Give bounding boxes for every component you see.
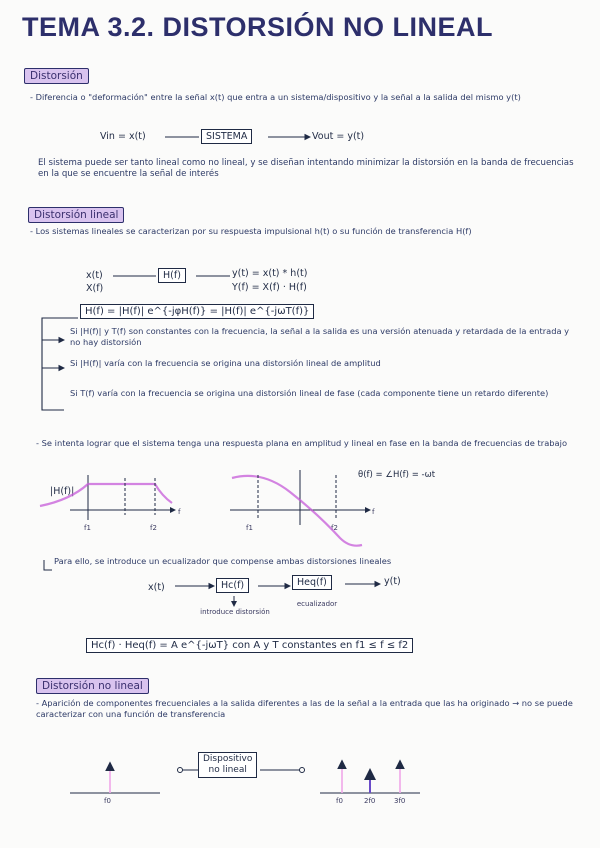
graph1-xlabel: f bbox=[178, 508, 181, 516]
output-f0: f0 bbox=[336, 797, 343, 805]
bullet-bracket bbox=[42, 318, 78, 410]
heading-distorsion: Distorsión bbox=[24, 68, 89, 84]
device-line2: no lineal bbox=[208, 765, 247, 775]
flat-response-note: - Se intenta lograr que el sistema tenga una respuesta plana en amplitud y lineal en fase en la banda de frecuencias de trabajo bbox=[36, 438, 568, 448]
graph1-ylabel: |H(f)| bbox=[50, 486, 75, 497]
bullet-no-distortion: Si |H(f)| y T(f) son constantes con la frecuencia, la señal a la salida es una versión atenuada y retardada de la entrada y no hay distorsión bbox=[70, 326, 570, 347]
device-line1: Dispositivo bbox=[203, 754, 253, 764]
phase-equation: θ(f) = ∠H(f) = -ωt bbox=[358, 470, 436, 480]
introduce-distortion-label: introduce distorsión bbox=[200, 608, 270, 616]
heq-box: Heq(f) bbox=[292, 575, 332, 590]
chain-output: y(t) bbox=[384, 576, 401, 587]
output-freq-label: Y(f) = X(f) · H(f) bbox=[232, 282, 307, 293]
chain-input: x(t) bbox=[148, 582, 165, 593]
output-time-label: y(t) = x(t) * h(t) bbox=[232, 268, 308, 279]
input-time-label: x(t) bbox=[86, 270, 103, 281]
input-freq-label: X(f) bbox=[86, 283, 104, 294]
hc-box: Hc(f) bbox=[216, 578, 249, 593]
device-out-node bbox=[300, 768, 305, 773]
nonlinear-definition: - Aparición de componentes frecuenciales a la salida diferentes a las de la señal a la entrada que las ha originado → no se puede caracterizar con una función de transferencia bbox=[36, 698, 573, 719]
graph1-f2: f2 bbox=[150, 524, 157, 532]
input-f0: f0 bbox=[104, 797, 111, 805]
hf-formula-box: H(f) = |H(f)| e^{-jφH(f)} = |H(f)| e^{-jωT(f)} bbox=[80, 304, 314, 319]
graph1-f1: f1 bbox=[84, 524, 91, 532]
equalizer-label: ecualizador bbox=[296, 600, 338, 608]
heading-distorsion-lineal: Distorsión lineal bbox=[28, 207, 124, 223]
vin-label: Vin = x(t) bbox=[100, 131, 146, 142]
device-in-node bbox=[178, 768, 183, 773]
graph2-f1: f1 bbox=[246, 524, 253, 532]
system-note: El sistema puede ser tanto lineal como no lineal, y se diseñan intentando minimizar la distorsión en la banda de frecuencias en la que se encuentre la señal de interés bbox=[38, 158, 574, 179]
vout-label: Vout = y(t) bbox=[312, 131, 365, 142]
graph2-curve bbox=[232, 476, 362, 546]
equalizer-note: Para ello, se introduce un ecualizador que compense ambas distorsiones lineales bbox=[54, 556, 392, 566]
page-title: TEMA 3.2. DISTORSIÓN NO LINEAL bbox=[22, 12, 494, 42]
bullet-amplitude-distortion: Si |H(f)| varía con la frecuencia se origina una distorsión lineal de amplitud bbox=[70, 358, 381, 368]
heading-distorsion-no-lineal: Distorsión no lineal bbox=[36, 678, 149, 694]
graph2-xlabel: f bbox=[372, 508, 375, 516]
hf-box: H(f) bbox=[158, 268, 186, 283]
graph1-curve bbox=[40, 484, 172, 506]
equalizer-hook bbox=[44, 560, 52, 570]
bullet-phase-distortion: Si T(f) varía con la frecuencia se origina una distorsión lineal de fase (cada componente tiene un retardo diferente) bbox=[70, 388, 549, 398]
distorsion-definition: - Diferencia o "deformación" entre la señal x(t) que entra a un sistema/dispositivo y la señal a la salida del mismo y(t) bbox=[30, 92, 521, 102]
sistema-box: SISTEMA bbox=[201, 129, 252, 144]
output-2f0: 2f0 bbox=[364, 797, 376, 805]
output-3f0: 3f0 bbox=[394, 797, 406, 805]
equalizer-condition: Hc(f) · Heq(f) = A e^{-jωT} con A y T constantes en f1 ≤ f ≤ f2 bbox=[86, 638, 413, 653]
linear-intro: - Los sistemas lineales se caracterizan por su respuesta impulsional h(t) o su función de transferencia H(f) bbox=[30, 226, 472, 236]
graph2-f2: f2 bbox=[331, 524, 338, 532]
